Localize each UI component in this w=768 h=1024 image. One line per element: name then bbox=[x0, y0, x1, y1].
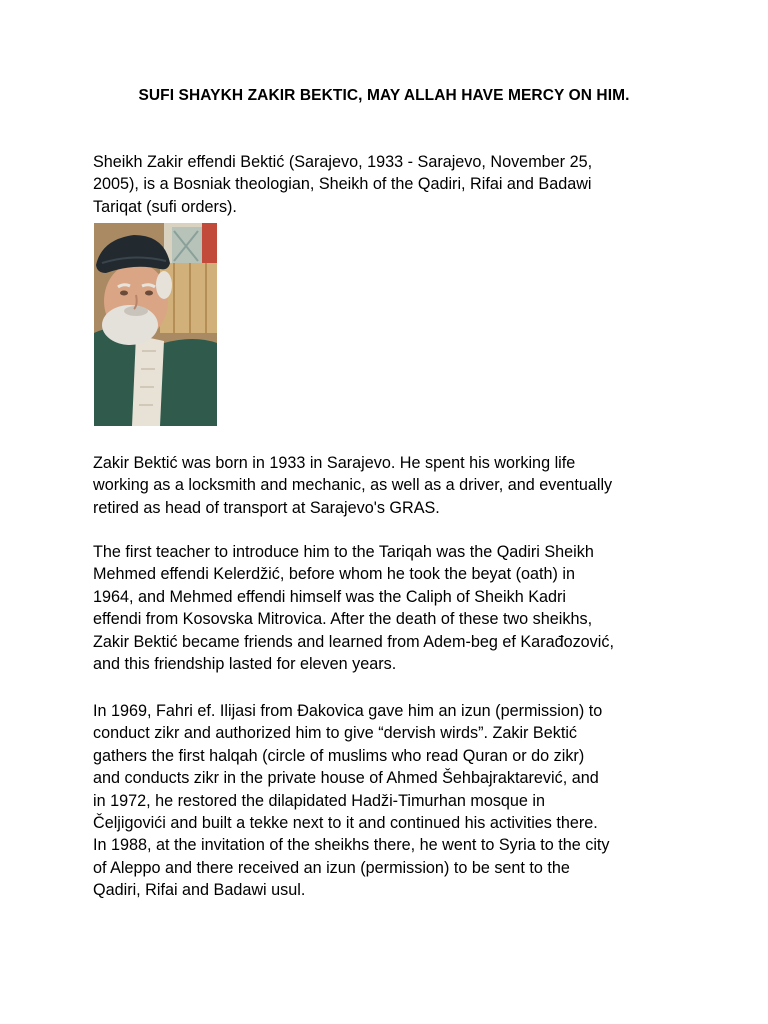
paragraph-line: Mehmed effendi Kelerdžić, before whom he took the beyat (oath) in bbox=[93, 565, 576, 584]
paragraph-line: Qadiri, Rifai and Badawi usul. bbox=[93, 881, 306, 900]
intro-paragraph bbox=[93, 151, 693, 218]
paragraph-line: The first teacher to introduce him to the Tariqah was the Qadiri Sheikh bbox=[93, 543, 594, 561]
paragraph-line: effendi from Kosovska Mitrovica. After the death of these two sheikhs, bbox=[93, 610, 593, 629]
birth-paragraph bbox=[93, 452, 693, 519]
paragraph-line: 2005), is a Bosniak theologian, Sheikh of the Qadiri, Rifai and Badawi bbox=[93, 175, 592, 194]
paragraph-line: gathers the first halqah (circle of muslims who read Quran or do zikr) bbox=[93, 746, 585, 765]
paragraph-line: conduct zikr and authorized him to give “dervish wirds”. Zakir Bektić bbox=[93, 724, 578, 743]
paragraph-line: Čeljigovići and built a tekke next to it and continued his activities there. bbox=[93, 814, 598, 833]
paragraph-line: in 1972, he restored the dilapidated Hadži-Timurhan mosque in bbox=[93, 791, 546, 810]
paragraph-line: In 1969, Fahri ef. Ilijasi from Đakovica gave him an izun (permission) to bbox=[93, 702, 603, 720]
paragraph-line: Tariqat (sufi orders). bbox=[93, 197, 237, 216]
paragraph-line: 1964, and Mehmed effendi himself was the Caliph of Sheikh Kadri bbox=[93, 587, 567, 606]
paragraph-line: and this friendship lasted for eleven years. bbox=[93, 655, 397, 674]
paragraph-line: of Aleppo and there received an izun (permission) to be sent to the bbox=[93, 858, 570, 877]
paragraph-line: In 1988, at the invitation of the sheikhs there, he went to Syria to the city bbox=[93, 836, 610, 855]
paragraph-line: Zakir Bektić became friends and learned from Adem-beg ef Karađozović, bbox=[93, 632, 614, 651]
portrait-photo bbox=[94, 223, 217, 426]
teacher-paragraph bbox=[93, 541, 693, 675]
document-title: SUFI SHAYKH ZAKIR BEKTIC, MAY ALLAH HAVE MERCY ON HIM. bbox=[138, 87, 630, 104]
zikr-paragraph bbox=[93, 700, 693, 902]
paragraph-line: Zakir Bektić was born in 1933 in Sarajevo. He spent his working life bbox=[93, 454, 576, 472]
paragraph-line: Sheikh Zakir effendi Bektić (Sarajevo, 1933 - Sarajevo, November 25, bbox=[93, 153, 593, 171]
paragraph-line: working as a locksmith and mechanic, as well as a driver, and eventually bbox=[93, 476, 613, 495]
paragraph-line: and conducts zikr in the private house of Ahmed Šehbajraktarević, and bbox=[93, 769, 599, 788]
paragraph-line: retired as head of transport at Sarajevo's GRAS. bbox=[93, 498, 440, 517]
